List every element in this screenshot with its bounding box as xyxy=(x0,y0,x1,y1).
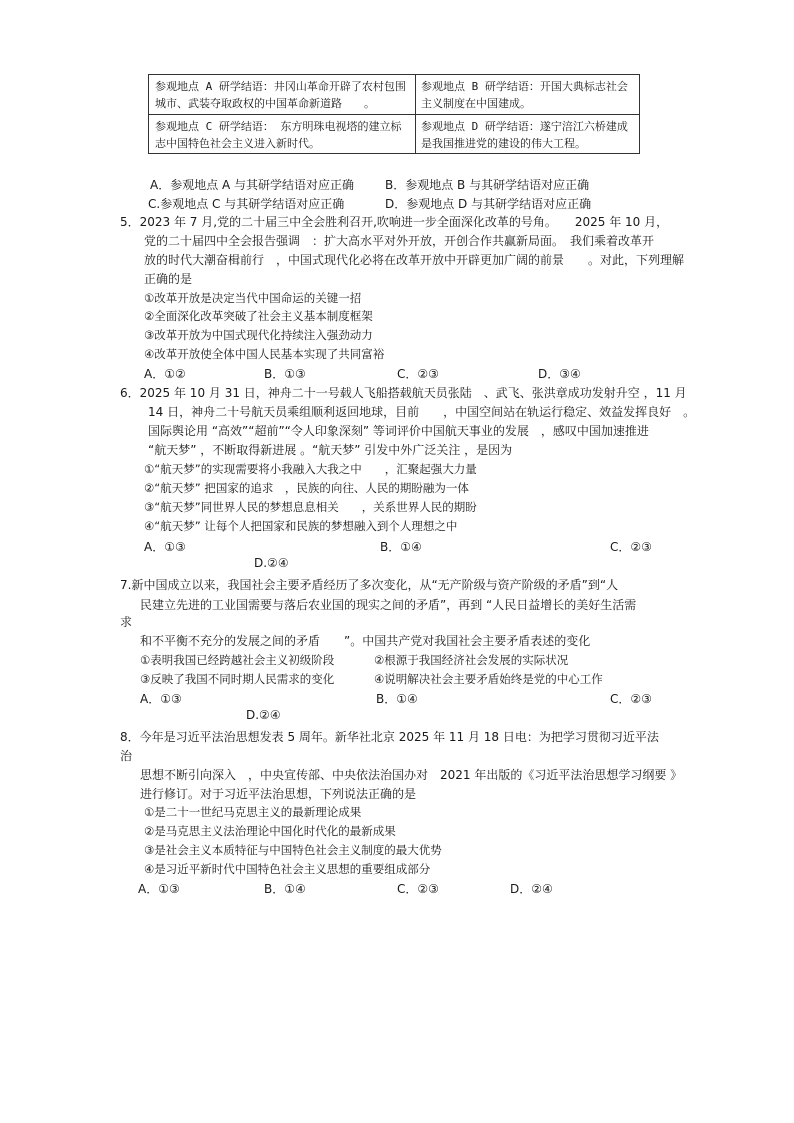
q5-stem-line: 5．2023 年 7 月,党的二十届三中全会胜利召开,吹响进一步全面深化改革的号角。 2025 年 10 月， xyxy=(120,215,669,229)
table-cell-b: 参观地点 B 研学结语：开国大典标志社会主义制度在中国建成。 xyxy=(421,80,628,110)
table-cell-c: 参观地点 C 研学结语： 东方明珠电视塔的建立标志中国特色社会主义进入新时代。 xyxy=(155,120,402,150)
q5-item: ②全面深化改革突破了社会主义基本制度框架 xyxy=(144,309,373,323)
q5-item: ①改革开放是决定当代中国命运的关键一招 xyxy=(144,291,362,305)
table-row xyxy=(149,115,639,155)
q7-option-b: B．①④ xyxy=(376,692,418,706)
q5-option-c: C．②③ xyxy=(397,367,439,381)
q5-option-d: D．③④ xyxy=(538,367,581,381)
q4-option-a: A．参观地点 A 与其研学结语对应正确 xyxy=(150,178,355,192)
q7-item: ①表明我国已经跨越社会主义初级阶段 xyxy=(140,653,335,667)
q6-option-d: D.②④ xyxy=(254,556,289,570)
table-cell-a: 参观地点 A 研学结语：井冈山革命开辟了农村包围城市、武装夺取政权的中国革命新道路 。 xyxy=(155,80,406,110)
q6-option-c: C．②③ xyxy=(610,540,652,554)
q7-stem-line: 和不平衡不充分的发展之间的矛盾 ”。中国共产党对我国社会主要矛盾表述的变化 xyxy=(140,634,591,648)
research-table xyxy=(148,74,640,154)
q4-option-c: C.参观地点 C 与其研学结语对应正确 xyxy=(148,197,345,211)
q8-item: ①是二十一世纪马克思主义的最新理论成果 xyxy=(144,805,362,819)
q5-item: ④改革开放使全体中国人民基本实现了共同富裕 xyxy=(144,347,385,361)
q8-option-d: D．②④ xyxy=(510,882,553,896)
q7-stem-line: 7.新中国成立以来，我国社会主要矛盾经历了多次变化，从“无产阶级与资产阶级的矛盾”到“人 xyxy=(120,578,619,592)
q6-item: ①“航天梦”的实现需要将小我融入大我之中 ，汇聚起强大力量 xyxy=(144,462,477,476)
q8-stem-line: 思想不断引向深入 ，中央宣传部、中央依法治国办对 2021 年出版的《习近平法治思想学习纲要 》 xyxy=(140,768,683,782)
q5-stem-line: 放的时代大潮奋楫前行 ，中国式现代化必将在改革开放中开辟更加广阔的前景 。对此，下列理解 xyxy=(144,253,685,267)
q4-option-d: D．参观地点 D 与其研学结语对应正确 xyxy=(385,197,592,211)
table-cell-d: 参观地点 D 研学结语：遂宁涪江六桥建成是我国推进党的建设的伟大工程。 xyxy=(421,120,628,150)
q6-stem-line: 6．2025 年 10 月 31 日，神舟二十一号载人飞船搭载航天员张陆 、武飞、张洪章成功发射升空 ，11 月 xyxy=(120,386,687,400)
q6-option-a: A．①③ xyxy=(144,540,186,554)
q8-item: ③是社会主义本质特征与中国特色社会主义制度的最大优势 xyxy=(144,843,442,857)
q5-option-b: B．①③ xyxy=(264,367,306,381)
q5-item: ③改革开放为中国式现代化持续注入强劲动力 xyxy=(144,328,373,342)
q7-option-d: D.②④ xyxy=(246,708,281,722)
q8-stem-line: 进行修订。对于习近平法治思想，下列说法正确的是 xyxy=(140,787,417,801)
q6-stem-line: 14 日，神舟二十号航天员乘组顺利返回地球，目前 ，中国空间站在轨运行稳定、效益发挥良好 。 xyxy=(148,405,696,419)
q8-item: ④是习近平新时代中国特色社会主义思想的重要组成部分 xyxy=(144,862,431,876)
q6-option-b: B．①④ xyxy=(380,540,422,554)
q4-option-b: B．参观地点 B 与其研学结语对应正确 xyxy=(385,178,590,192)
q8-option-b: B．①④ xyxy=(264,882,306,896)
q5-option-a: A．①② xyxy=(144,367,186,381)
q6-stem-line: 国际舆论用 “高效”“超前”“令人印象深刻” 等词评价中国航天事业的发展 ，感叹中国加速推进 xyxy=(148,424,649,438)
q7-stem-line: 求 xyxy=(120,615,133,629)
q7-option-a: A．①③ xyxy=(140,692,182,706)
q5-stem-line: 正确的是 xyxy=(144,272,193,286)
q7-option-c: C．②③ xyxy=(610,692,652,706)
table-row xyxy=(149,75,639,115)
q7-item: ④说明解决社会主要矛盾始终是党的中心工作 xyxy=(374,672,603,686)
q8-item: ②是马克思主义法治理论中国化时代化的最新成果 xyxy=(144,824,396,838)
q6-item: ②“航天梦” 把国家的追求 ，民族的向往、人民的期盼融为一体 xyxy=(144,481,469,495)
q6-stem-line: “航天梦” ，不断取得新进展 。“航天梦” 引发中外广泛关注 ，是因为 xyxy=(148,443,513,457)
q8-option-a: A．①③ xyxy=(138,882,180,896)
q6-item: ③“航天梦”同世界人民的梦想息息相关 ，关系世界人民的期盼 xyxy=(144,500,477,514)
q7-stem-line: 民建立先进的工业国需要与落后农业国的现实之间的矛盾”，再到 “人民日益增长的美好生活需 xyxy=(140,598,637,612)
q8-option-c: C．②③ xyxy=(397,882,439,896)
q8-stem-line: 8．今年是习近平法治思想发表 5 周年。新华社北京 2025 年 11 月 18 日电：为把学习贯彻习近平法 xyxy=(120,730,659,744)
q7-item: ③反映了我国不同时期人民需求的变化 xyxy=(140,672,335,686)
q7-item: ②根源于我国经济社会发展的实际状况 xyxy=(374,653,569,667)
q6-item: ④“航天梦” 让每个人把国家和民族的梦想融入到个人理想之中 xyxy=(144,519,458,533)
q5-stem-line: 党的二十届四中全会报告强调 ：扩大高水平对外开放，开创合作共赢新局面。 我们乘着改革开 xyxy=(144,234,655,248)
q8-stem-line: 治 xyxy=(120,749,133,763)
